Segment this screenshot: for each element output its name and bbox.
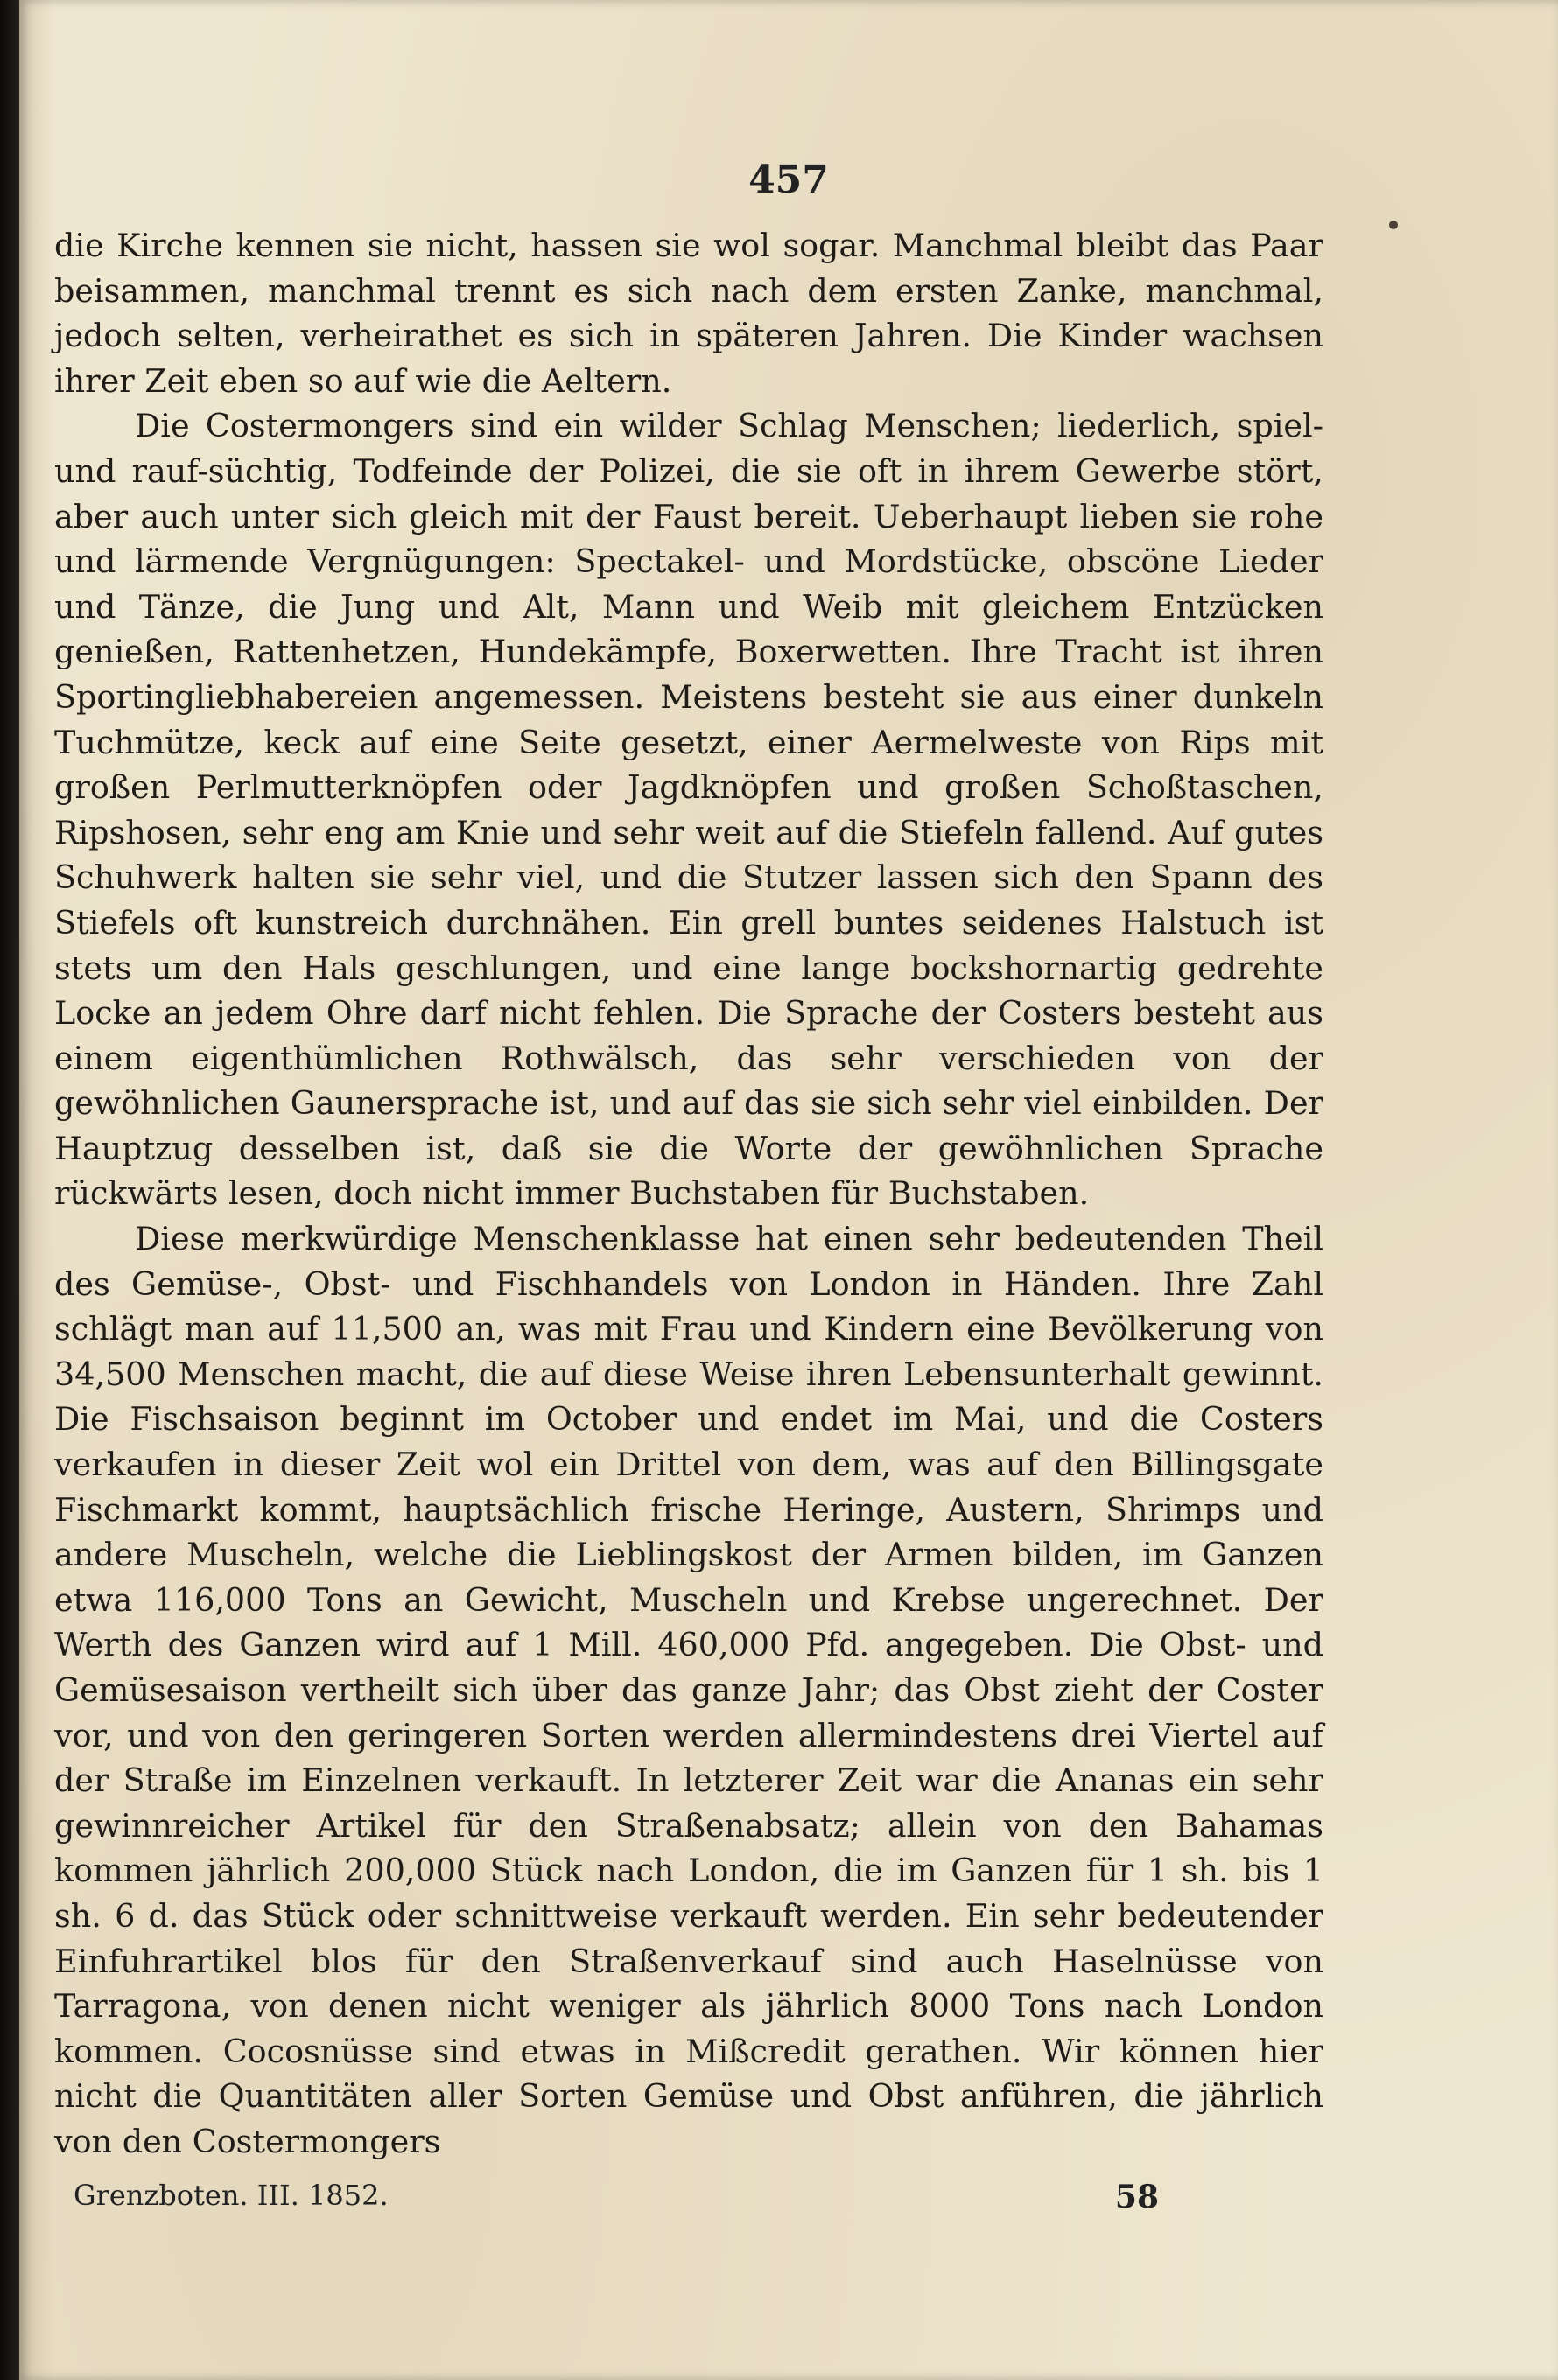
page-footer (74, 2179, 1159, 2216)
ink-speck (1389, 220, 1398, 229)
page-number: 457 (748, 158, 829, 202)
paragraph-1: die Kirche kennen sie nicht, hassen sie wol sogar. Manchmal bleibt das Paar beisammen, manchmal trennt es sich nach dem ersten Zanke, manchmal, jedoch selten, verheirathet es sich in späteren Jahren. Die Kinder wachsen ihrer Zeit eben so auf wie die Aeltern. (54, 227, 1323, 400)
paragraph-2: Die Costermongers sind ein wilder Schlag Menschen; liederlich, spiel- und rauf-süchtig, Todfeinde der Polizei, die sie oft in ihrem Gewerbe stört, aber auch unter sich gleich mit der Faust bereit. Ueberhaupt lieben sie rohe und lärmende Vergnügungen: Spectakel- und Mordstücke, obscöne Lieder und Tänze, die Jung und Alt, Mann und Weib mit gleichem Entzücken genießen, Rattenhetzen, Hundekämpfe, Boxerwetten. Ihre Tracht ist ihren Sportingliebhabereien angemessen. Meistens besteht sie aus einer dunkeln Tuchmütze, keck auf eine Seite gesetzt, einer Aermelweste von Rips mit großen Perlmutterknöpfen oder Jagdknöpfen und großen Schoßtaschen, Ripshosen, sehr eng am Knie und sehr weit auf die Stiefeln fallend. Auf gutes Schuhwerk halten sie sehr viel, und die Stutzer lassen sich den Spann des Stiefels oft kunstreich durchnähen. Ein grell buntes seidenes Halstuch ist stets um den Hals geschlungen, und eine lange bockshornartig gedrehte Locke an jedem Ohre darf nicht fehlen. Die Sprache der Costers besteht aus einem eigenthümlichen Rothwälsch, das sehr verschieden von der gewöhnlichen Gaunersprache ist, und auf das sie sich sehr viel einbilden. Der Hauptzug desselben ist, daß sie die Worte der gewöhnlichen Sprache rückwärts lesen, doch nicht immer Buchstaben für Buchstaben. (54, 407, 1323, 1213)
sheet-number: 58 (1114, 2179, 1159, 2216)
journal-reference: Grenzboten. III. 1852. (74, 2179, 389, 2212)
body-text (54, 223, 1323, 2165)
paragraph-3: Diese merkwürdige Menschenklasse hat einen sehr bedeutenden Theil des Gemüse-, Obst- und Fischhandels von London in Händen. Ihre Zahl schlägt man auf 11,500 an, was mit Frau und Kindern eine Bevölkerung von 34,500 Menschen macht, die auf diese Weise ihren Lebensunterhalt gewinnt. Die Fischsaison beginnt im October und endet im Mai, und die Costers verkaufen in dieser Zeit wol ein Drittel von dem, was auf den Billingsgate Fischmarkt kommt, hauptsächlich frische Heringe, Austern, Shrimps und andere Muscheln, welche die Lieblingskost der Armen bilden, im Ganzen etwa 116,000 Tons an Gewicht, Muscheln und Krebse ungerechnet. Der Werth des Ganzen wird auf 1 Mill. 460,000 Pfd. angegeben. Die Obst- und Gemüsesaison vertheilt sich über das ganze Jahr; das Obst zieht der Coster vor, und von den geringeren Sorten werden allermindestens drei Viertel auf der Straße im Einzelnen verkauft. In letzterer Zeit war die Ananas ein sehr gewinnreicher Artikel für den Straßenabsatz; allein von den Bahamas kommen jährlich 200,000 Stück nach London, die im Ganzen für 1 sh. bis 1 sh. 6 d. das Stück oder schnittweise verkauft werden. Ein sehr bedeutender Einfuhrartikel blos für den Straßenverkauf sind auch Haselnüsse von Tarragona, von denen nicht weniger als jährlich 8000 Tons nach London kommen. Cocosnüsse sind etwas in Mißcredit gerathen. Wir können hier nicht die Quantitäten aller Sorten Gemüse und Obst anführen, die jährlich von den Costermongers (54, 1220, 1323, 2160)
book-page (19, 0, 1558, 2380)
